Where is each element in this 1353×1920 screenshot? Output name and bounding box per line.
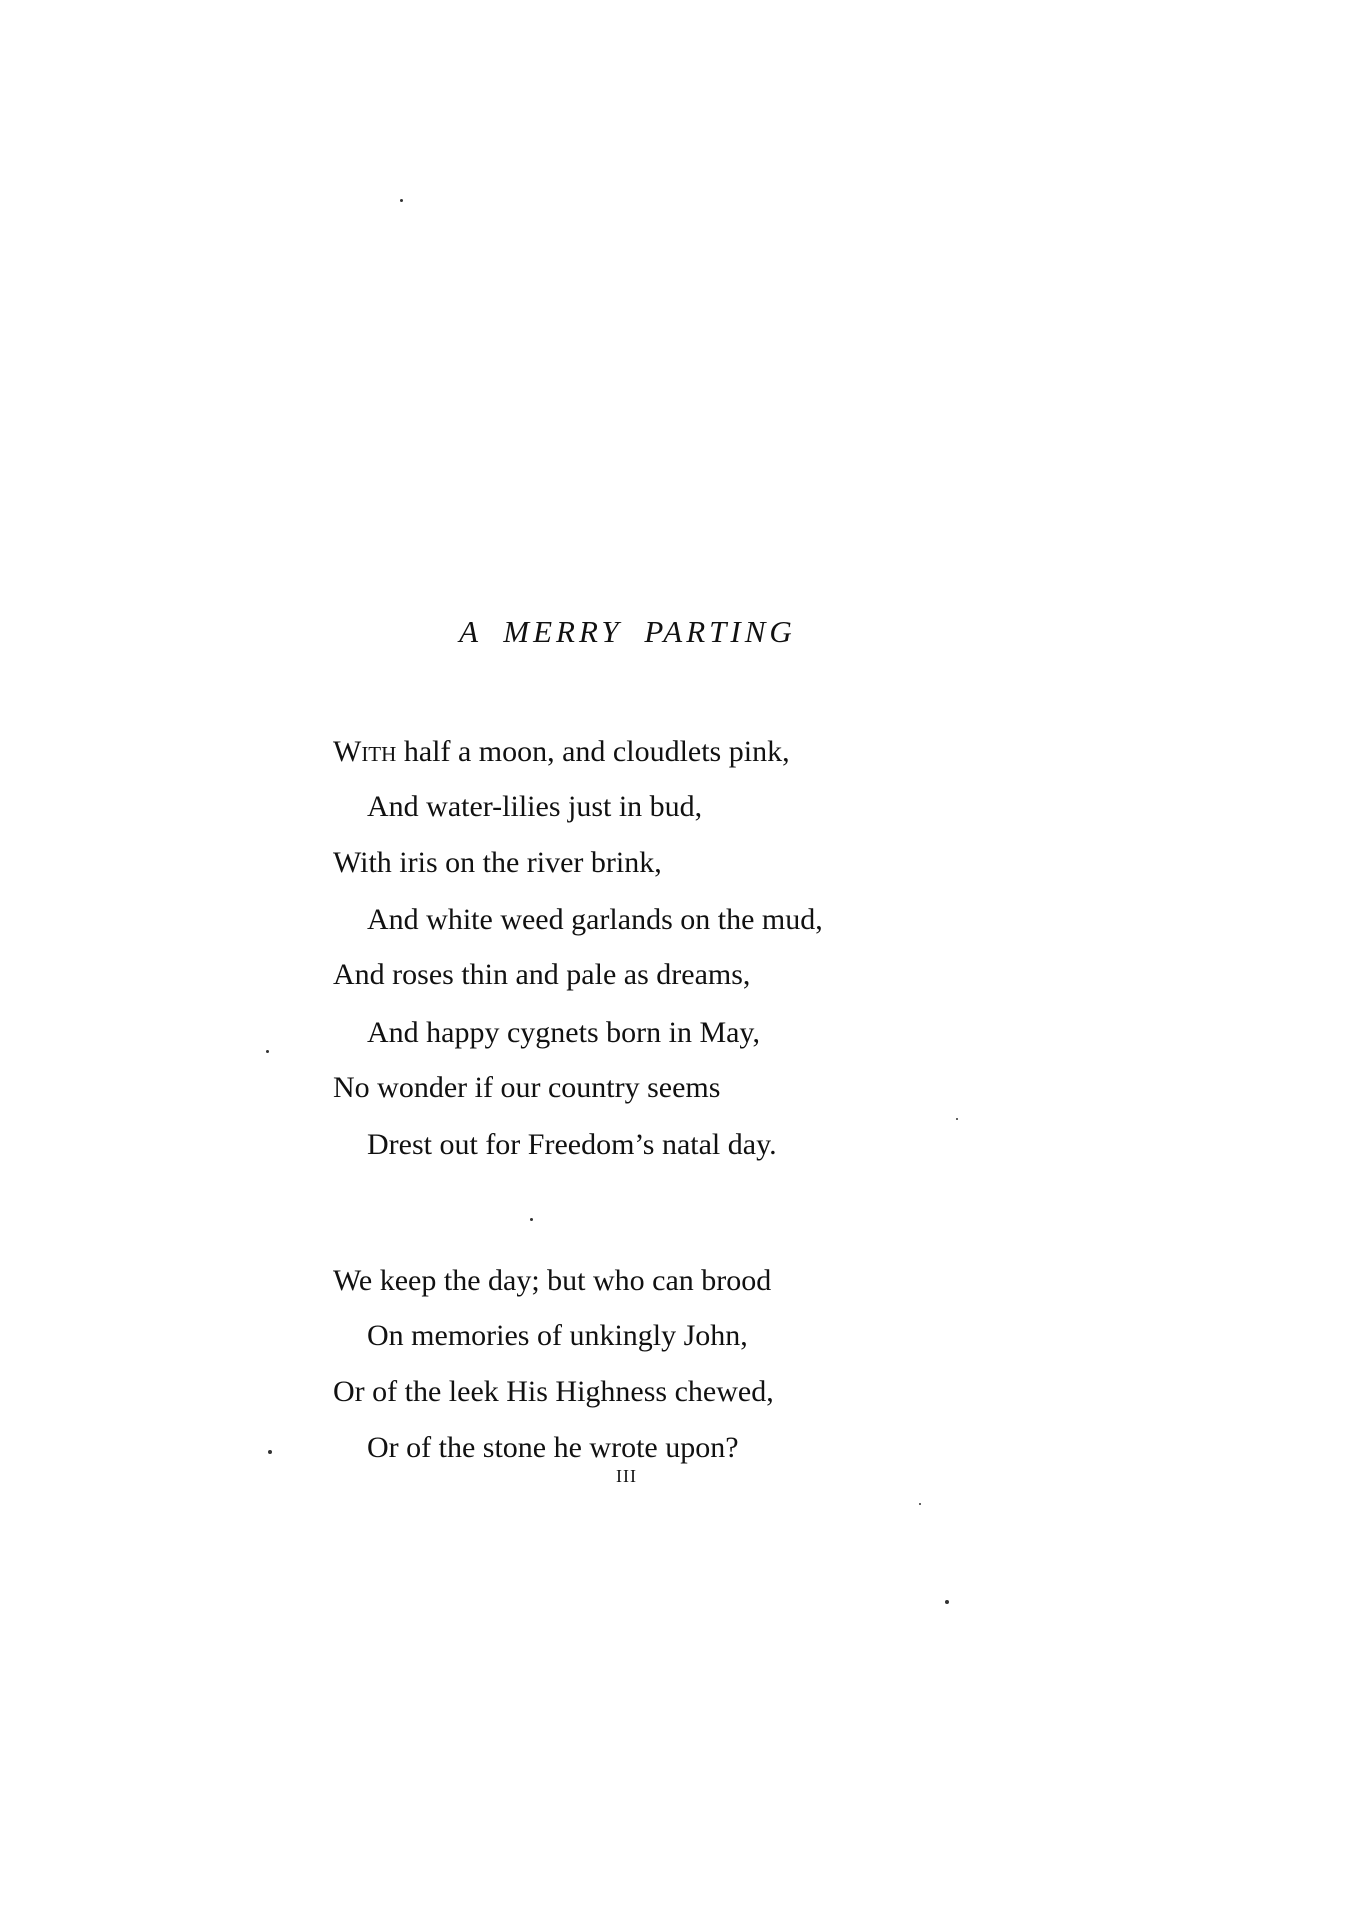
scan-speck <box>268 1450 272 1454</box>
verse-line: We keep the day; but who can brood <box>333 1264 772 1297</box>
verse-line: Or of the stone he wrote upon? <box>367 1431 739 1464</box>
verse-line: Or of the leek His Highness chewed, <box>333 1375 774 1408</box>
verse-line: No wonder if our country seems <box>333 1071 721 1104</box>
verse-line: And water-lilies just in bud, <box>367 790 703 823</box>
scan-speck <box>919 1503 921 1505</box>
page-number: III <box>616 1466 637 1486</box>
verse-line: On memories of unkingly John, <box>367 1319 748 1352</box>
scan-speck <box>400 199 403 202</box>
verse-line: With iris on the river brink, <box>333 846 662 879</box>
initial-word: With <box>333 735 397 768</box>
verse-line: Drest out for Freedom’s natal day. <box>367 1128 777 1161</box>
scan-speck <box>530 1218 533 1221</box>
poem-title: A MERRY PARTING <box>459 614 796 649</box>
verse-line: With half a moon, and cloudlets pink, <box>333 735 790 768</box>
scan-speck <box>945 1600 949 1604</box>
verse-line: And happy cygnets born in May, <box>367 1016 760 1049</box>
verse-line: And roses thin and pale as dreams, <box>333 958 751 991</box>
verse-line: And white weed garlands on the mud, <box>367 903 823 936</box>
scan-speck <box>266 1050 269 1053</box>
scan-speck <box>956 1118 958 1120</box>
